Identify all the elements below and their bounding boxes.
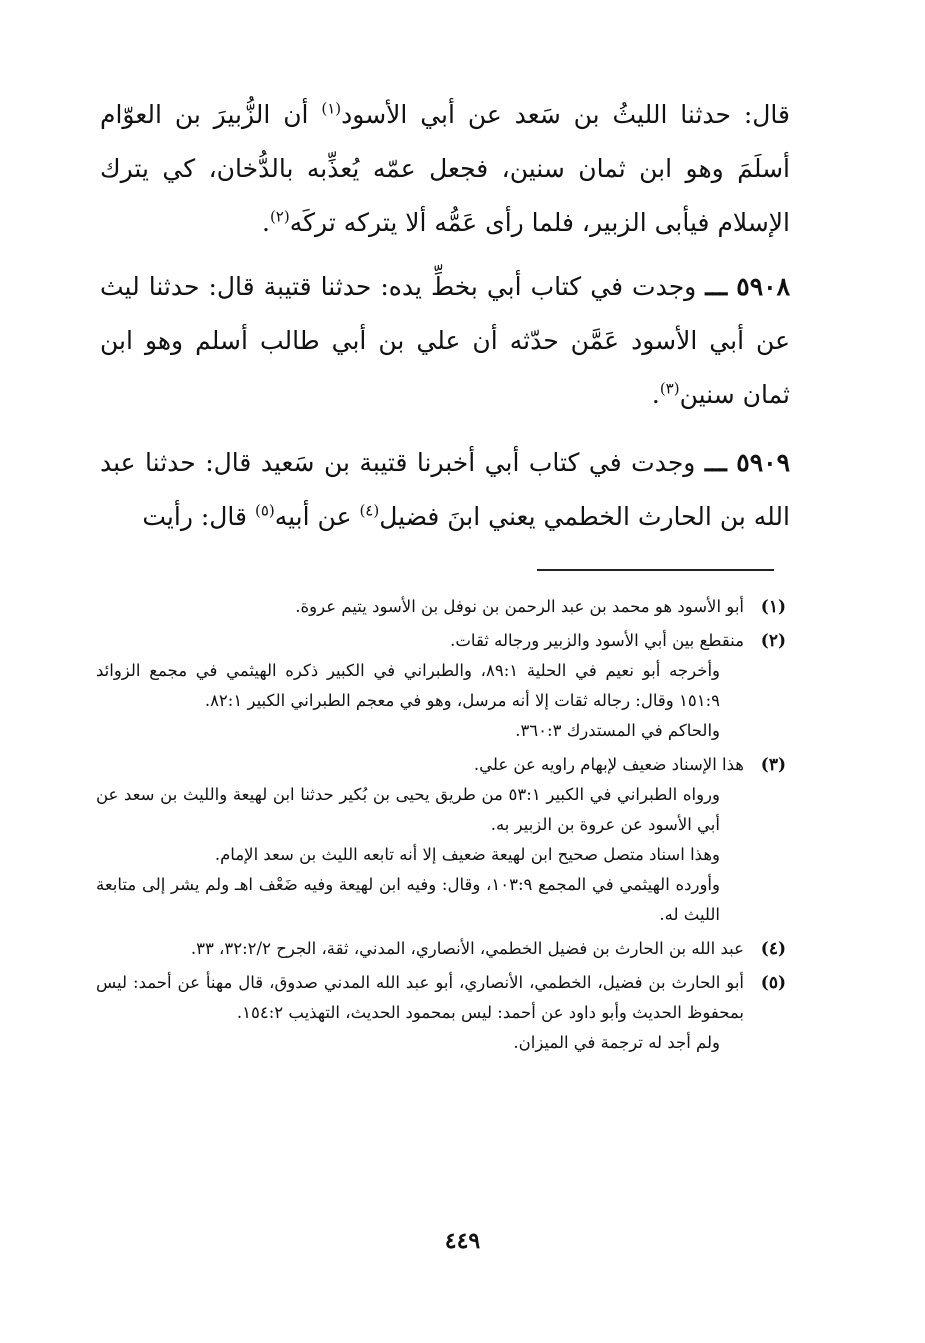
footnote-3 [96, 750, 786, 930]
main-text [100, 88, 790, 562]
footnote-number: (٢) [760, 631, 786, 651]
page-number: ٤٤٩ [444, 1228, 481, 1254]
footnotes [96, 592, 786, 1062]
footnote-ref-5: (٥) [254, 501, 275, 520]
hadith-5909 [100, 436, 790, 544]
footnote-line: أبو الأسود هو محمد بن عبد الرحمن بن نوفل بن الأسود يتيم عروة. [295, 597, 744, 616]
footnote-2 [96, 626, 786, 746]
footnote-separator [537, 569, 774, 571]
footnote-ref-3: (٣) [659, 379, 680, 398]
footnote-1 [96, 592, 786, 622]
hadith-number-5908: ٥٩٠٨ [736, 272, 790, 301]
footnote-line: وهذا اسناد متصل صحيح ابن لهيعة ضعيف إلا أنه تابعه الليث بن سعد الإمام. [214, 845, 720, 864]
hadith-dash: ـــ [704, 448, 727, 477]
footnote-number: (٥) [760, 973, 786, 993]
hadith-5908 [100, 260, 790, 422]
p1-text-a: قال: حدثنا الليثُ بن سَعد عن أبي الأسود [341, 100, 790, 129]
footnote-5 [96, 968, 786, 1058]
footnote-line: والحاكم في المستدرك ٣٦٠:٣. [515, 721, 720, 740]
footnote-number: (٤) [760, 939, 786, 959]
footnote-ref-4: (٤) [359, 501, 380, 520]
footnote-line: وأخرجه أبو نعيم في الحلية ٨٩:١، والطبراني في الكبير ذكره الهيثمي في مجمع الزوائد ١٥١:٩ وقال: رجاله ثقات إلا أنه مرسل، وهو في معجم الطبراني الكبير ٨٢:١. [96, 661, 720, 710]
p1-end: . [261, 208, 270, 237]
footnote-line: عبد الله بن الحارث بن فضيل الخطمي، الأنصاري، المدني، ثقة، الجرح ٣٢:٢/٢، ٣٣. [190, 939, 744, 958]
paragraph-narration-zubair [100, 88, 790, 250]
p2-text-a: وجدت في كتاب أبي بخطِّ يده: حدثنا قتيبة قال: حدثنا ليث عن أبي الأسود عَمَّن حدّثه أن علي بن أبي طالب أسلم وهو ابن ثمان سنين [100, 272, 790, 409]
footnote-number: (٣) [760, 755, 786, 775]
footnote-number: (١) [760, 597, 786, 617]
hadith-number-5909: ٥٩٠٩ [736, 448, 790, 477]
p3-text-c: قال: رأيت [142, 502, 255, 531]
p3-text-b: عن أبيه [274, 502, 360, 531]
footnote-line: هذا الإسناد ضعيف لإبهام راويه عن علي. [473, 755, 744, 774]
footnote-line: أبو الحارث بن فضيل، الخطمي، الأنصاري، أبو عبد الله المدني صدوق، قال مهنأ عن أحمد: ليس بمحفوظ الحديث وأبو داود عن أحمد: ليس بمحمود الحديث، التهذيب ١٥٤:٢. [96, 973, 744, 1022]
footnote-line: ورواه الطبراني في الكبير ٥٣:١ من طريق يحيى بن بُكير حدثنا ابن لهيعة والليث بن سعد عن أبي الأسود عن عروة بن الزبير به. [96, 785, 720, 834]
p1-text-b: أن الزُّبيرَ بن العوّام أسلَمَ وهو ابن ثمان سنين، فجعل عمّه يُعذِّبه بالدُّخان، كي يترك الإسلام فيأبى الزبير، فلما رأى عَمُّه ألا يتركه تركَه [100, 100, 790, 237]
footnote-line: وأورده الهيثمي في المجمع ١٠٣:٩، وقال: وفيه ابن لهيعة وفيه ضَعْف اهـ ولم يشر إلى متابعة الليث له. [96, 875, 720, 924]
footnote-line: منقطع بين أبي الأسود والزبير ورجاله ثقات. [450, 631, 744, 650]
p2-end: . [651, 380, 660, 409]
hadith-dash: ـــ [705, 272, 728, 301]
p3-text-a: وجدت في كتاب أبي أخبرنا قتيبة بن سَعيد قال: حدثنا عبد الله بن الحارث الخطمي يعني ابنَ فضيل [100, 448, 790, 531]
footnote-ref-1: (١) [321, 99, 342, 118]
footnote-4 [96, 934, 786, 964]
footnote-line: ولم أجد له ترجمة في الميزان. [513, 1033, 720, 1052]
footnote-ref-2: (٢) [269, 207, 290, 226]
